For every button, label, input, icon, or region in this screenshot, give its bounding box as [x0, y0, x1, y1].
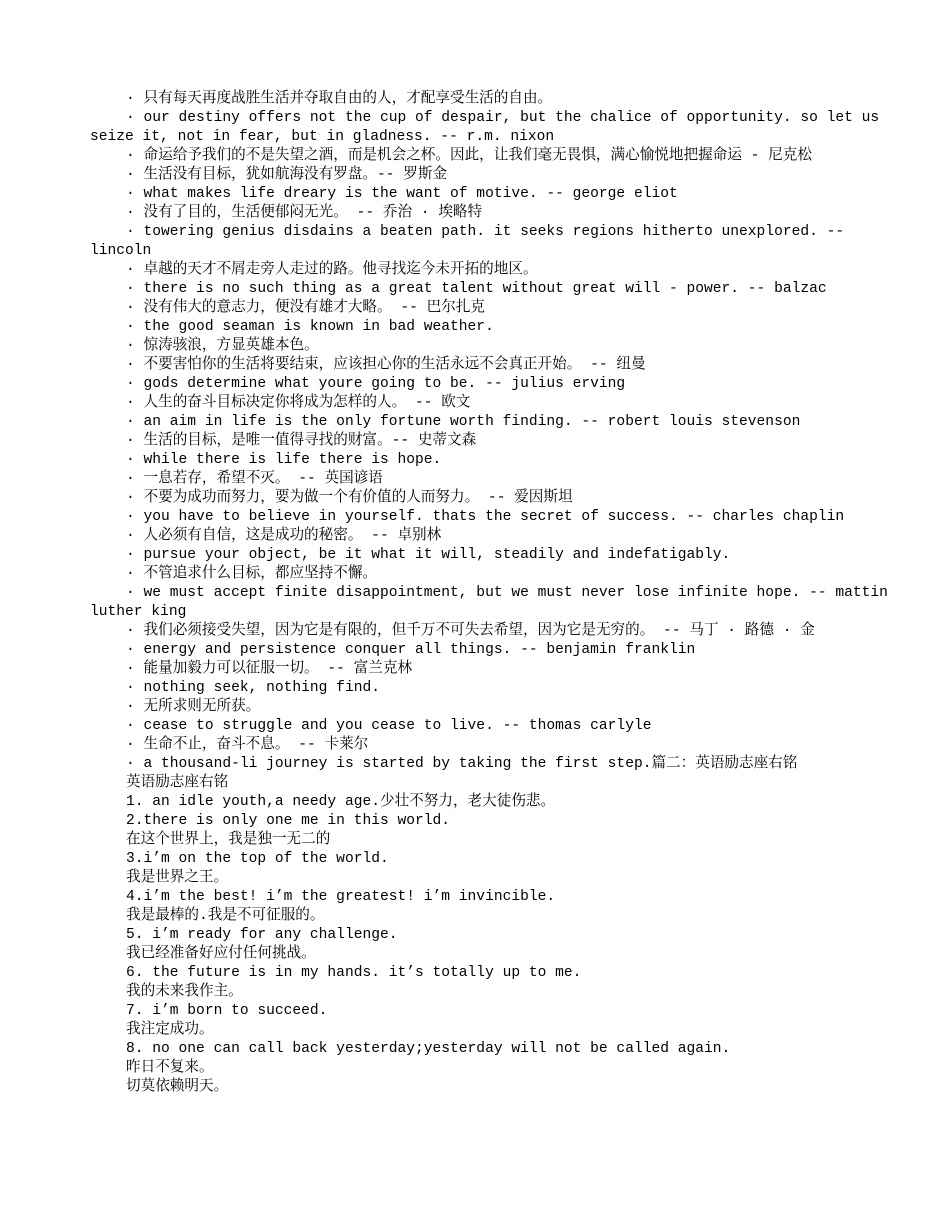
motto-translation: 昨日不复来。 — [126, 1060, 214, 1076]
text-line: · 能量加毅力可以征服一切。 -- 富兰克林 — [126, 661, 413, 677]
text-line: · 命运给予我们的不是失望之酒，而是机会之杯。因此，让我们毫无畏惧，满心愉悦地把握命运 - 尼克松 — [126, 148, 812, 164]
text-line: · nothing seek, nothing find. — [126, 680, 380, 696]
text-line: · the good seaman is known in bad weather. — [126, 319, 494, 335]
text-line: · 惊涛骇浪，方显英雄本色。 — [126, 338, 319, 354]
text-line: · cease to struggle and you cease to live. -- thomas carlyle — [126, 718, 652, 734]
text-line: · pursue your object, be it what it will, steadily and indefatigably. — [126, 547, 731, 563]
text-line: · 不管追求什么目标，都应坚持不懈。 — [126, 566, 378, 582]
text-line: · 没有伟大的意志力，便没有雄才大略。 -- 巴尔扎克 — [126, 300, 486, 316]
text-line: · 生活没有目标，犹如航海没有罗盘。-- 罗斯金 — [126, 167, 448, 183]
text-line: · 卓越的天才不屑走旁人走过的路。他寻找迄今未开拓的地区。 — [126, 262, 538, 278]
motto-line: 1. an idle youth,a needy age.少壮不努力，老大徒伤悲。 — [126, 794, 556, 810]
motto-line: 7. i’m born to succeed. — [126, 1003, 328, 1019]
motto-line: 8. no one can call back yesterday;yesterday will not be called again. — [126, 1041, 731, 1057]
motto-translation: 切莫依赖明天。 — [126, 1079, 229, 1095]
motto-translation: 我已经准备好应付任何挑战。 — [126, 946, 316, 962]
text-line: · 不要害怕你的生活将要结束，应该担心你的生活永远不会真正开始。 -- 纽曼 — [126, 357, 646, 373]
text-line: · what makes life dreary is the want of motive. -- george eliot — [126, 186, 678, 202]
text-line: · a thousand-li journey is started by taking the first step.篇二：英语励志座右铭 — [126, 756, 798, 772]
motto-line: 4.i’m the best! i’m the greatest! i’m invincible. — [126, 889, 556, 905]
motto-translation: 我是世界之王。 — [126, 870, 229, 886]
text-line: · towering genius disdains a beaten path. it seeks regions hitherto unexplored. -- lincoln — [90, 224, 853, 259]
motto-translation: 我注定成功。 — [126, 1022, 214, 1038]
text-line: · we must accept finite disappointment, but we must never lose infinite hope. -- mattin luther king — [90, 585, 897, 620]
text-line: · 不要为成功而努力，要为做一个有价值的人而努力。 -- 爱因斯坦 — [126, 490, 573, 506]
text-line: · our destiny offers not the cup of despair, but the chalice of opportunity. so let us seize it, not in fear, but in gladness. -- r.m. nixon — [90, 110, 888, 145]
motto-line: 5. i’m ready for any challenge. — [126, 927, 398, 943]
text-line: · 没有了目的，生活便郁闷无光。 -- 乔治 · 埃略特 — [126, 205, 483, 221]
text-line: · 生命不止，奋斗不息。 -- 卡莱尔 — [126, 737, 369, 753]
text-line: · 无所求则无所获。 — [126, 699, 261, 715]
text-line: · there is no such thing as a great talent without great will - power. -- balzac — [126, 281, 827, 297]
text-line: · 一息若存，希望不灭。 -- 英国谚语 — [126, 471, 383, 487]
text-line: · gods determine what youre going to be. -- julius erving — [126, 376, 626, 392]
motto-translation: 我的未来我作主。 — [126, 984, 243, 1000]
motto-translation: 在这个世界上，我是独一无二的 — [126, 832, 331, 848]
text-line: · energy and persistence conquer all things. -- benjamin franklin — [126, 642, 696, 658]
text-line: · 人必须有自信，这是成功的秘密。 -- 卓别林 — [126, 528, 442, 544]
motto-line: 6. the future is in my hands. it’s totally up to me. — [126, 965, 582, 981]
motto-translation: 我是最棒的.我是不可征服的。 — [126, 908, 325, 924]
text-line: · while there is life there is hope. — [126, 452, 442, 468]
motto-line: 2.there is only one me in this world. — [126, 813, 451, 829]
text-line: · you have to believe in yourself. thats the secret of success. -- charles chaplin — [126, 509, 845, 525]
text-line: · 我们必须接受失望，因为它是有限的，但千万不可失去希望，因为它是无穷的。 -- 马丁 · 路德 · 金 — [126, 623, 815, 639]
motto-line: 3.i’m on the top of the world. — [126, 851, 389, 867]
text-line: · 人生的奋斗目标决定你将成为怎样的人。 -- 欧文 — [126, 395, 471, 411]
text-line: · 只有每天再度战胜生活并夺取自由的人，才配享受生活的自由。 — [126, 91, 553, 107]
document-page — [90, 88, 897, 1097]
text-line: · an aim in life is the only fortune worth finding. -- robert louis stevenson — [126, 414, 801, 430]
text-line: · 生活的目标，是唯一值得寻找的财富。-- 史蒂文森 — [126, 433, 477, 449]
section-heading: 英语励志座右铭 — [126, 775, 229, 791]
